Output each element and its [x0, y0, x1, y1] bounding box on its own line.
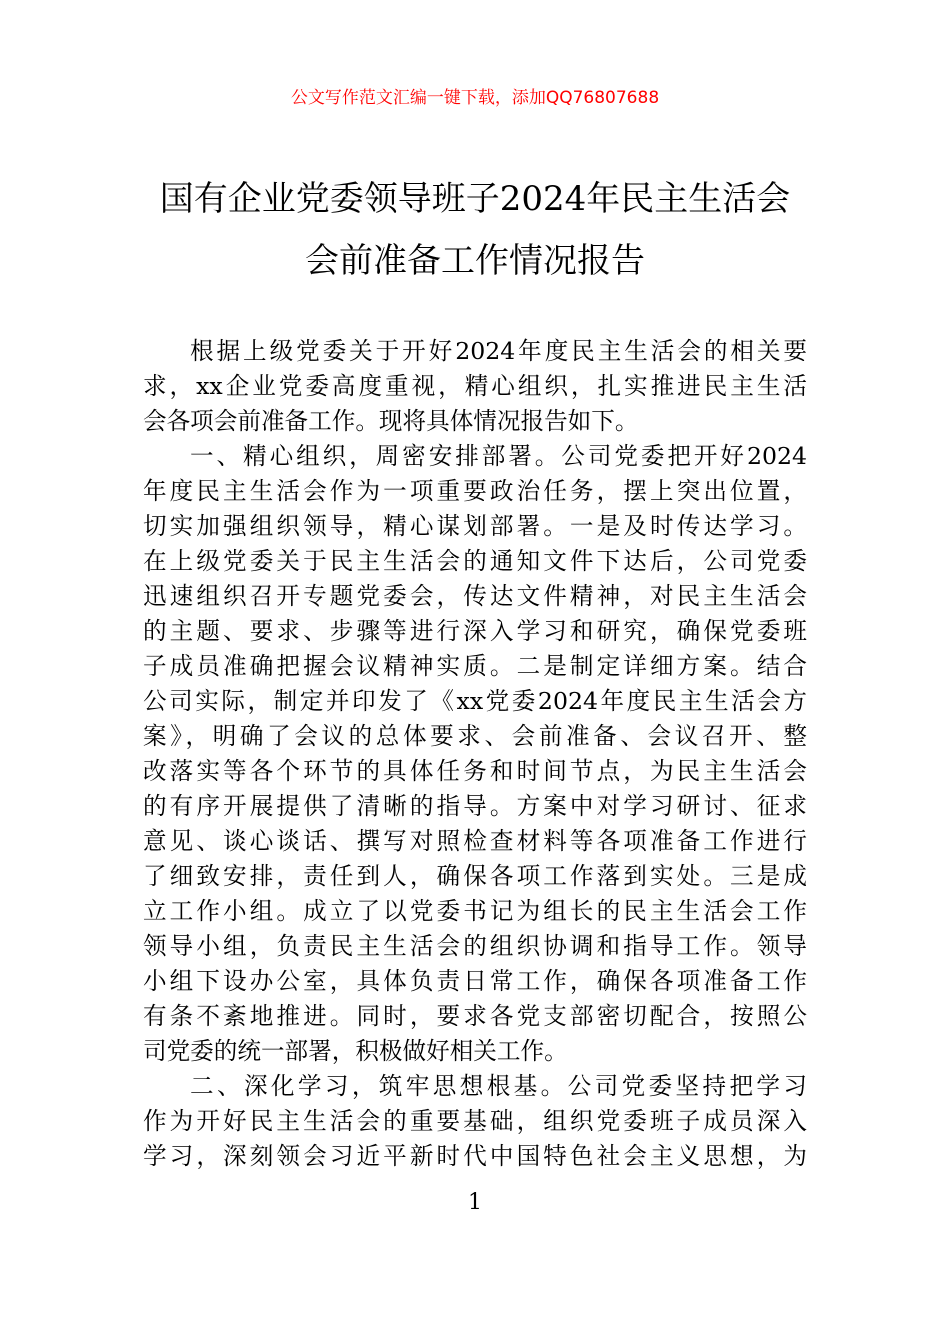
paragraph-line: 小组下设办公室，具体负责日常工作，确保各项准备工作: [143, 967, 807, 995]
paragraph-line: 一、精心组织，周密安排部署。公司党委把开好2024: [190, 442, 807, 470]
paragraph-line: 在上级党委关于民主生活会的通知文件下达后，公司党委: [143, 547, 807, 575]
paragraph-line: 求，xx企业党委高度重视，精心组织，扎实推进民主生活: [143, 372, 807, 400]
paragraph-line: 子成员准确把握会议精神实质。二是制定详细方案。结合: [143, 652, 807, 680]
paragraph-line: 学习，深刻领会习近平新时代中国特色社会主义思想，为: [143, 1142, 807, 1170]
title-line-2: 会前准备工作情况报告: [305, 241, 645, 281]
paragraph-line: 案》，明确了会议的总体要求、会前准备、会议召开、整: [143, 722, 807, 750]
paragraph-line: 迅速组织召开专题党委会，传达文件精神，对民主生活会: [143, 582, 807, 610]
paragraph-line: 立工作小组。成立了以党委书记为组长的民主生活会工作: [143, 897, 807, 925]
paragraph-line: 二、深化学习，筑牢思想根基。公司党委坚持把学习: [190, 1072, 807, 1100]
paragraph-line: 了细致安排，责任到人，确保各项工作落到实处。三是成: [143, 862, 807, 890]
paragraph-line: 根据上级党委关于开好2024年度民主生活会的相关要: [190, 337, 807, 365]
paragraph-line: 公司实际，制定并印发了《xx党委2024年度民主生活会方: [143, 687, 807, 715]
paragraph-line: 司党委的统一部署，积极做好相关工作。: [143, 1037, 568, 1065]
paragraph-line: 年度民主生活会作为一项重要政治任务，摆上突出位置，: [143, 477, 807, 505]
paragraph-line: 意见、谈心谈话、撰写对照检查材料等各项准备工作进行: [143, 827, 807, 855]
document-title: [0, 168, 950, 292]
paragraph-line: 有条不紊地推进。同时，要求各党支部密切配合，按照公: [143, 1002, 807, 1030]
page-number: 1: [468, 1190, 482, 1215]
paragraph-line: 的有序开展提供了清晰的指导。方案中对学习研讨、征求: [143, 792, 807, 820]
document-body: [143, 334, 807, 1174]
paragraph-line: 会各项会前准备工作。现将具体情况报告如下。: [143, 407, 639, 435]
paragraph-line: 的主题、要求、步骤等进行深入学习和研究，确保党委班: [143, 617, 807, 645]
paragraph-line: 领导小组，负责民主生活会的组织协调和指导工作。领导: [143, 932, 807, 960]
paragraph-line: 作为开好民主生活会的重要基础，组织党委班子成员深入: [143, 1107, 807, 1135]
title-line-1: 国有企业党委领导班子2024年民主生活会: [159, 179, 791, 219]
paragraph-line: 切实加强组织领导，精心谋划部署。一是及时传达学习。: [143, 512, 807, 540]
header-promo-note: 公文写作范文汇编一键下载，添加QQ76807688: [290, 88, 660, 108]
paragraph-line: 改落实等各个环节的具体任务和时间节点，为民主生活会: [143, 757, 807, 785]
